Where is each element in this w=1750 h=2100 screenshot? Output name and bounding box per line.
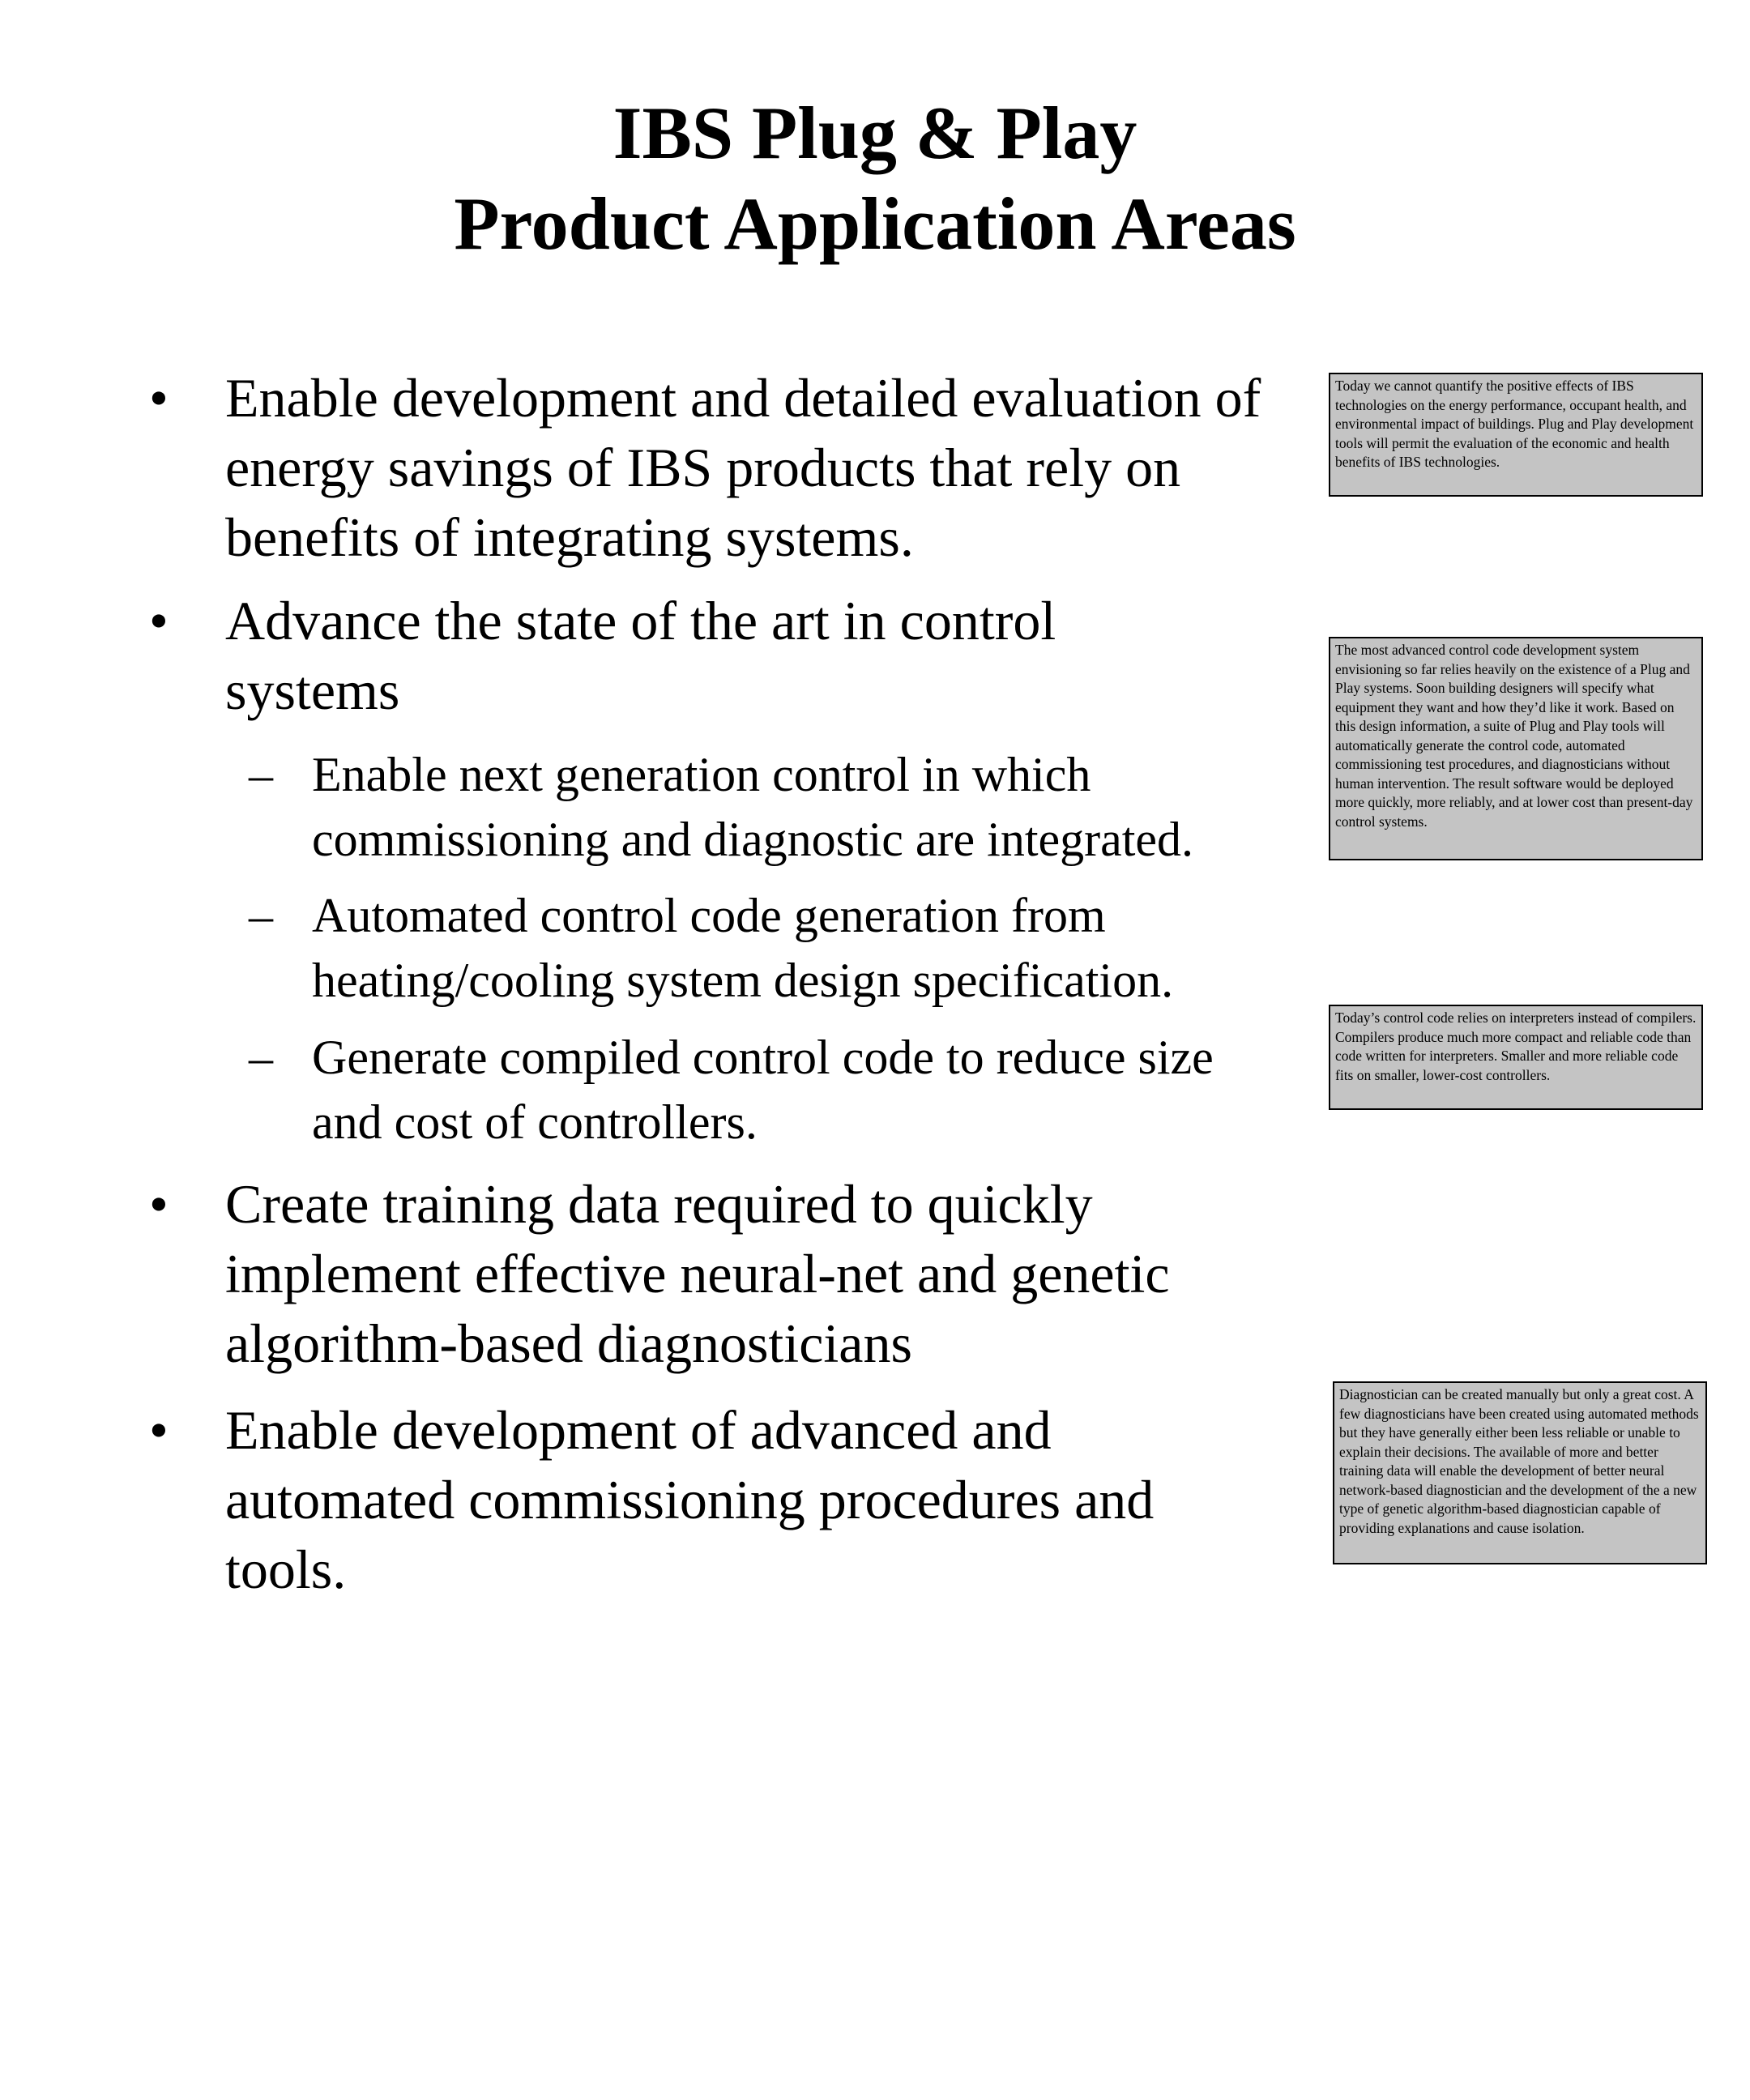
sub-bullet-marker: – — [249, 1031, 273, 1084]
title-line-1: IBS Plug & Play — [612, 92, 1138, 174]
sub-bullet-text: Generate compiled control code to reduce size and cost of controllers. — [312, 1031, 1214, 1149]
side-note: Diagnostician can be created manually but only a great cost. A few diagnosticians have been created using automated methods but they have generally either been less reliable or unable to explain their decisions. The available of more and better training data will enable the development of better neural network-based diagnostician and the development of the a new type of genetic algorithm-based diagnostician capable of providing explanations and cause isolation. — [1333, 1381, 1707, 1564]
sub-bullet-item — [249, 883, 1284, 1013]
bullet-item — [149, 363, 1287, 572]
bullet-item — [149, 1395, 1254, 1604]
bullet-item — [149, 586, 1197, 725]
side-note: The most advanced control code development system envisioning so far relies heavily on the existence of a Plug and Play systems. Soon building designers will specify what equipment they want and how they’d like it work. Based on this design information, a suite of Plug and Play tools will automatically generate the control code, automated commissioning test procedures, and diagnosticians without human intervention. The result software would be deployed more quickly, more reliably, and at lower cost than present-day control systems. — [1329, 637, 1703, 860]
bullet-text: Advance the state of the art in control systems — [225, 590, 1056, 721]
title-line-2: Product Application Areas — [454, 182, 1296, 265]
side-note: Today’s control code relies on interpreters instead of compilers. Compilers produce much more compact and reliable code than code written for interpreters. Smaller and more reliable code fits on smaller, lower-cost controllers. — [1329, 1005, 1703, 1110]
bullet-marker: • — [149, 590, 169, 651]
bullet-text: Enable development of advanced and automated commissioning procedures and tools. — [225, 1399, 1155, 1600]
side-note: Today we cannot quantify the positive effects of IBS technologies on the energy performance, occupant health, and environmental impact of buildings. Plug and Play development tools will permit the evaluation of the economic and health benefits of IBS technologies. — [1329, 373, 1703, 497]
bullet-marker: • — [149, 1173, 169, 1235]
bullet-text: Enable development and detailed evaluation of energy savings of IBS products that rely on benefits of integrating systems. — [225, 367, 1261, 568]
sub-bullet-item — [249, 742, 1308, 872]
page-title — [0, 88, 1750, 269]
sub-bullet-marker: – — [249, 748, 273, 801]
bullet-text: Create training data required to quickly implement effective neural-net and genetic algorithm-based diagnosticians — [225, 1173, 1170, 1374]
bullet-item — [149, 1169, 1254, 1378]
sub-bullet-marker: – — [249, 889, 273, 942]
sub-bullet-text: Automated control code generation from heating/cooling system design specification. — [312, 889, 1174, 1007]
bullet-marker: • — [149, 367, 169, 429]
sub-bullet-text: Enable next generation control in which commissioning and diagnostic are integrated. — [312, 748, 1194, 866]
sub-bullet-item — [249, 1025, 1252, 1155]
bullet-marker: • — [149, 1399, 169, 1461]
